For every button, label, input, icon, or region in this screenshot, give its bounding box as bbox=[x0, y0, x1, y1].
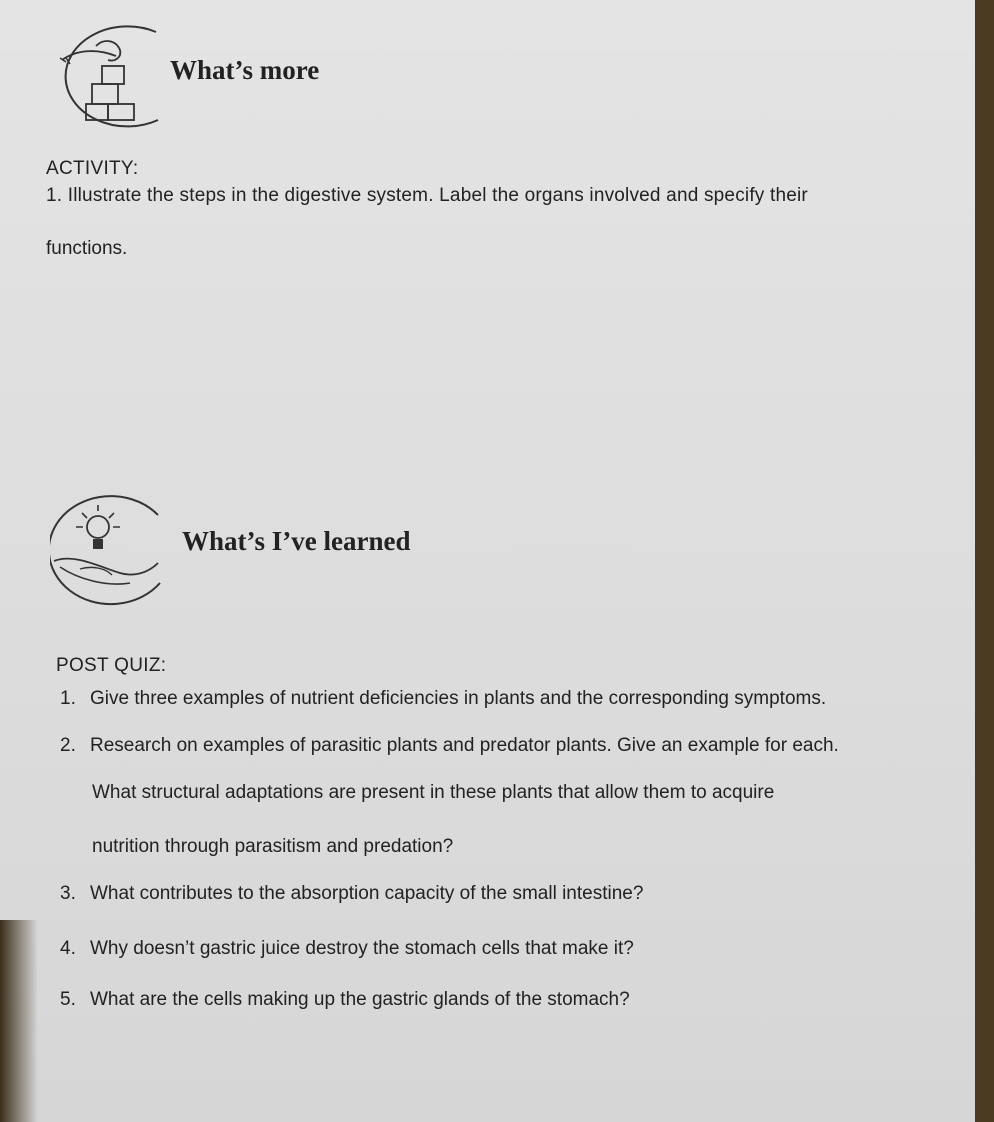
question-number: 1. bbox=[60, 688, 76, 709]
building-blocks-icon bbox=[36, 22, 166, 132]
item-number: 1. bbox=[46, 185, 63, 206]
item-text: Illustrate the steps in the digestive system. Label the organs involved and specify their bbox=[67, 185, 808, 206]
activity-item-1-line-1 bbox=[46, 185, 808, 207]
question-text: Give three examples of nutrient deficiencies in plants and the corresponding symptoms. bbox=[90, 688, 827, 709]
quiz-question-2-line-1 bbox=[60, 735, 839, 757]
quiz-question-2-line-3: nutrition through parasitism and predation? bbox=[92, 836, 454, 857]
quiz-question-5 bbox=[60, 989, 630, 1011]
activity-item-1-line-2: functions. bbox=[46, 238, 128, 259]
question-text: What are the cells making up the gastric glands of the stomach? bbox=[90, 989, 630, 1010]
question-number: 3. bbox=[60, 883, 76, 904]
question-number: 2. bbox=[60, 735, 76, 756]
page-edge-shadow bbox=[0, 920, 38, 1122]
question-number: 5. bbox=[60, 989, 76, 1010]
question-number: 4. bbox=[60, 938, 76, 959]
quiz-question-2-line-2: What structural adaptations are present in these plants that allow them to acquire bbox=[92, 782, 775, 803]
question-text: What contributes to the absorption capacity of the small intestine? bbox=[90, 883, 644, 904]
quiz-question-3 bbox=[60, 883, 643, 905]
quiz-question-1 bbox=[60, 688, 826, 710]
question-text: Why doesn’t gastric juice destroy the stomach cells that make it? bbox=[90, 938, 634, 959]
section-title-whats-ive-learned: What’s I’ve learned bbox=[182, 526, 411, 556]
section-title-whats-more: What’s more bbox=[170, 55, 320, 85]
activity-label: ACTIVITY: bbox=[46, 158, 139, 179]
lightbulb-hand-icon bbox=[50, 495, 178, 611]
quiz-question-4 bbox=[60, 938, 634, 960]
question-text: Research on examples of parasitic plants and predator plants. Give an example for each. bbox=[90, 735, 839, 756]
post-quiz-label: POST QUIZ: bbox=[56, 655, 167, 676]
